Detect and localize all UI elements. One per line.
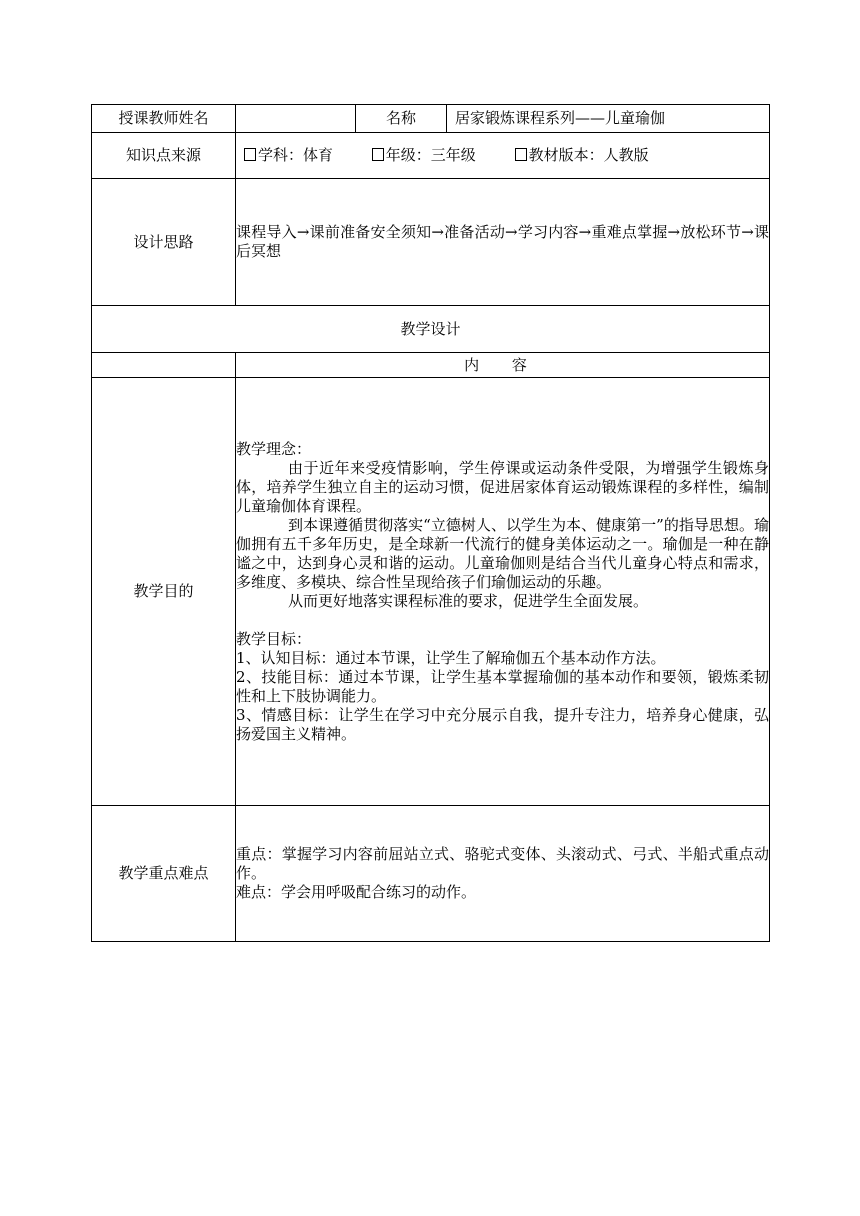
goals-title: 教学目标： xyxy=(236,629,312,648)
teacher-name-label: 授课教师姓名 xyxy=(92,105,236,133)
design-text: 课程导入→课前准备安全须知→准备活动→学习内容→重难点掌握→放松环节→课后冥想 xyxy=(236,179,770,306)
grade-text: 年级：三年级 xyxy=(385,146,476,164)
philosophy-paragraph: 由于近年来受疫情影响，学生停课或运动条件受限，为增强学生锻炼身体，培养学生独立自主的运动习惯，促进居家体育运动锻炼课程的多样性，编制儿童瑜伽体育课程。 xyxy=(236,458,769,515)
checkbox-icon xyxy=(515,148,527,161)
difficulty-text: 难点：学会用呼吸配合练习的动作。 xyxy=(236,883,477,901)
teacher-name-value xyxy=(236,105,356,133)
philosophy-paragraph: 到本课遵循贯彻落实“立德树人、以学生为本、健康第一”的指导思想。瑜伽拥有五千多年历史，是全球新一代流行的健身美体运动之一。瑜伽是一种在静谧之中，达到身心灵和谐的运动。儿童瑜伽则是结合当代儿童身心特点和需求，多维度、多模块、综合性呈现给孩子们瑜伽运动的乐趣。 xyxy=(236,515,769,591)
knowledge-source-value xyxy=(236,133,770,179)
teacher-row xyxy=(92,105,770,133)
checkbox-icon xyxy=(244,148,256,161)
philosophy-title: 教学理念： xyxy=(236,439,312,458)
section-title-row xyxy=(92,306,770,353)
course-name-value: 居家锻炼课程系列——儿童瑜伽 xyxy=(447,105,770,133)
checkbox-icon xyxy=(372,148,384,161)
keypoints-content xyxy=(236,806,770,942)
course-name-label: 名称 xyxy=(356,105,447,133)
grade-item xyxy=(372,146,476,164)
subject-item xyxy=(244,146,333,164)
content-header: 内 容 xyxy=(236,353,770,378)
purpose-content xyxy=(236,378,770,806)
goal-item: 1、认知目标：通过本节课，让学生了解瑜伽五个基本动作方法。 xyxy=(236,648,666,667)
goal-item: 3、情感目标：让学生在学习中充分展示自我，提升专注力，培养身心健康，弘扬爱国主义精神。 xyxy=(236,705,769,743)
goal-item: 2、技能目标：通过本节课，让学生基本掌握瑜伽的基本动作和要领，锻炼柔韧性和上下肢协调能力。 xyxy=(236,667,769,705)
textbook-item xyxy=(515,146,649,164)
purpose-row xyxy=(92,378,770,806)
key-point-text: 重点：掌握学习内容前屈站立式、骆驼式变体、头滚动式、弓式、半船式重点动作。 xyxy=(236,845,769,882)
design-label: 设计思路 xyxy=(92,179,236,306)
section-title: 教学设计 xyxy=(92,306,770,353)
keypoints-row xyxy=(92,806,770,942)
purpose-label: 教学目的 xyxy=(92,378,236,806)
design-row xyxy=(92,179,770,306)
keypoints-label: 教学重点难点 xyxy=(92,806,236,942)
philosophy-paragraph: 从而更好地落实课程标准的要求，促进学生全面发展。 xyxy=(288,591,649,610)
spacer xyxy=(236,611,769,630)
lesson-plan-table xyxy=(91,104,770,942)
textbook-text: 教材版本：人教版 xyxy=(528,146,649,164)
subject-text: 学科：体育 xyxy=(258,146,334,164)
content-header-blank xyxy=(92,353,236,378)
content-header-row xyxy=(92,353,770,378)
source-row xyxy=(92,133,770,179)
knowledge-source-label: 知识点来源 xyxy=(92,133,236,179)
